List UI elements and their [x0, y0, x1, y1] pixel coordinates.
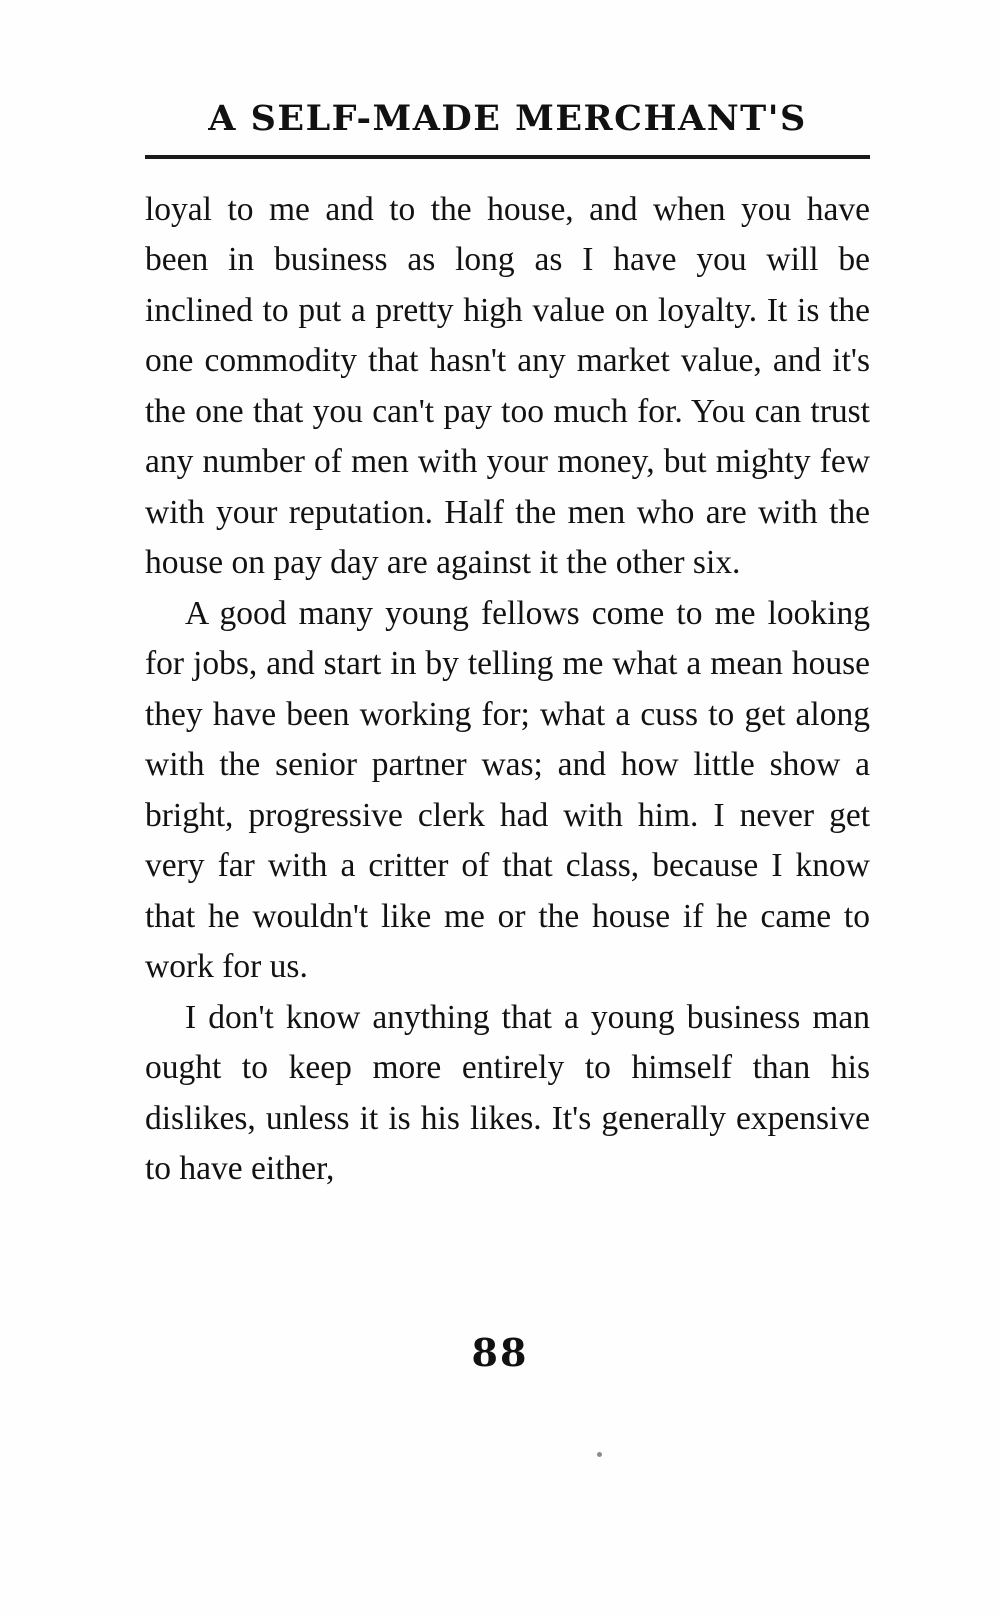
paragraph: A good many young fellows come to me looking for jobs, and start in by telling me what a mean house they have been working for; what a cuss to get along with the senior partner was; and how little show a bright, progressive clerk had with him. I never get very far with a critter of that class, because I know that he wouldn't like me or the house if he came to work for us.: [145, 594, 870, 985]
running-head: A SELF-MADE MERCHANT'S: [208, 98, 807, 139]
page-content-block: [145, 100, 870, 1195]
paper-speck: [597, 1452, 602, 1457]
header-rule: [145, 155, 870, 159]
body-text: [145, 185, 870, 1195]
paragraph: I don't know anything that a young business man ought to keep more entirely to himself than his dislikes, unless it is his likes. It's generally expensive to have either,: [145, 998, 870, 1187]
paragraph: loyal to me and to the house, and when you have been in business as long as I have you will be inclined to put a pretty high value on loyalty. It is the one commodity that hasn't any market value, and it's the one that you can't pay too much for. You can trust any number of men with your money, but mighty few with your reputation. Half the men who are with the house on pay day are against it the other six.: [145, 190, 870, 581]
page-number: 88: [471, 1330, 529, 1375]
